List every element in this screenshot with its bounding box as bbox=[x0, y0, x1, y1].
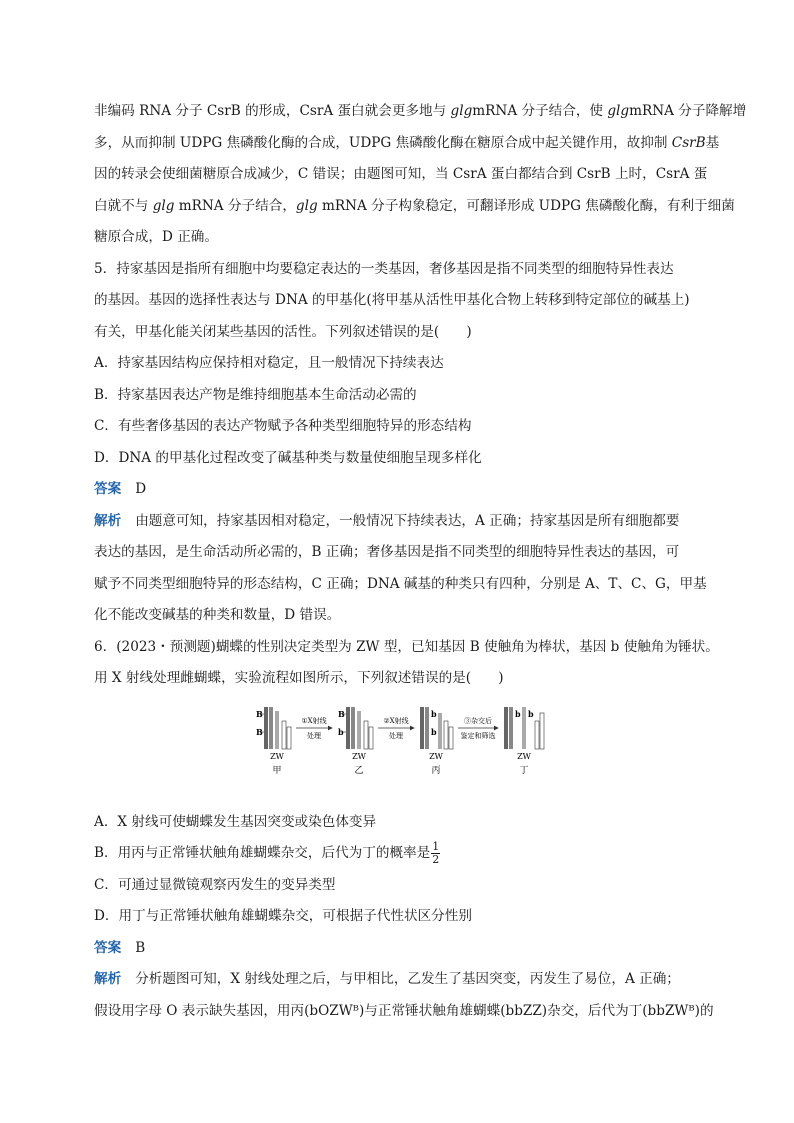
gene-label: B bbox=[256, 708, 263, 719]
zw-label: ZW bbox=[352, 751, 366, 761]
chromosome bbox=[438, 713, 442, 749]
text-line: 白就不与 glg mRNA 分子结合，glg mRNA 分子构象稳定，可翻译形成 UDPG 焦磷酸化酶，有利于细菌 bbox=[94, 197, 735, 214]
text-line: 非编码 RNA 分子 CsrB 的形成，CsrA 蛋白就会更多地与 glgmRNA 分子结合，使 glgmRNA 分子降解增 bbox=[94, 103, 747, 119]
stage-label: 甲 bbox=[272, 765, 282, 776]
question-stem: 5．持家基因是指所有细胞中均要稳定表达的一类基因，奢侈基因是指不同类型的细胞特异性表达 bbox=[94, 260, 674, 277]
stage-label: 乙 bbox=[354, 765, 364, 776]
question-stem: 有关，甲基化能关闭某些基因的活性。下列叙述错误的是( ) bbox=[94, 323, 472, 340]
chromosome-flow-diagram bbox=[256, 703, 546, 791]
text-line: 糖原合成，D 正确。 bbox=[94, 229, 218, 245]
chromosome bbox=[540, 713, 544, 749]
stage-label: 丁 bbox=[519, 765, 529, 776]
option-a: A．X 射线可使蝴蝶发生基因突变或染色体变异 bbox=[94, 813, 377, 830]
chromosome bbox=[287, 727, 291, 749]
analysis-line: 解析 由题意可知，持家基因相对稳定，一般情况下持续表达，A 正确；持家基因是所有细胞都要 bbox=[94, 512, 680, 529]
question-5 bbox=[94, 254, 707, 632]
gene-label: B bbox=[256, 726, 263, 737]
previous-analysis bbox=[94, 96, 747, 254]
chromosome bbox=[351, 707, 355, 749]
stage-ding bbox=[504, 707, 544, 776]
question-stem: 用 X 射线处理雌蝴蝶，实验流程如图所示，下列叙述错误的是( ) bbox=[94, 670, 504, 686]
analysis-line: 化不能改变碱基的种类和数量，D 错误。 bbox=[94, 607, 341, 623]
gene-label: b bbox=[528, 708, 534, 719]
gene-label: b bbox=[515, 708, 521, 719]
question-stem: 6．(2023・预测题)蝴蝶的性别决定类型为 ZW 型，已知基因 B 使触角为棒状，基因 b 使触角为锤状。 bbox=[94, 638, 719, 655]
chromosome bbox=[504, 707, 508, 749]
answer-value: D bbox=[135, 481, 147, 497]
text-line: 因的转录会使细菌糖原合成减少，C 错误；由题图可知，当 CsrA 蛋白都结合到 CsrB 上时，CsrA 蛋 bbox=[94, 166, 708, 182]
svg-text:鉴定和筛选: 鉴定和筛选 bbox=[460, 731, 496, 740]
chromosome bbox=[282, 721, 286, 749]
chromosome bbox=[509, 707, 513, 749]
chromosome bbox=[346, 707, 350, 749]
gene-label: b bbox=[431, 726, 437, 737]
stage-label: 丙 bbox=[431, 765, 441, 776]
option-c: C．可通过显微镜观察丙发生的变异类型 bbox=[94, 876, 336, 893]
chromosome bbox=[269, 707, 273, 749]
arrow-2 bbox=[378, 716, 414, 740]
question-stem: 的基因。基因的选择性表达与 DNA 的甲基化(将甲基从活性甲基化合物上转移到特定部位的碱基上) bbox=[94, 292, 690, 308]
option-a: A．持家基因结构应保持相对稳定，且一般情况下持续表达 bbox=[94, 355, 444, 371]
svg-text:③杂交后: ③杂交后 bbox=[464, 716, 492, 725]
zw-label: ZW bbox=[270, 751, 284, 761]
option-b: B．持家基因表达产物是维持细胞基本生命活动必需的 bbox=[94, 386, 417, 403]
chromosome bbox=[364, 721, 368, 749]
arrow-3 bbox=[458, 716, 498, 740]
answer-label: 答案 bbox=[94, 481, 122, 497]
gene-label: b bbox=[431, 708, 437, 719]
gene-label: b bbox=[338, 726, 344, 737]
fraction: $\frac{1}{2}$ bbox=[432, 840, 440, 866]
analysis-label: 解析 bbox=[94, 971, 122, 987]
document-body bbox=[94, 96, 747, 1027]
answer-label: 答案 bbox=[94, 939, 122, 956]
zw-label: ZW bbox=[429, 751, 443, 761]
analysis-line: 表达的基因，是生命活动所必需的，B 正确；奢侈基因是指不同类型的细胞特异性表达的基因，可 bbox=[94, 544, 680, 560]
stage-yi bbox=[338, 707, 373, 776]
analysis-label: 解析 bbox=[94, 512, 122, 529]
chromosome bbox=[264, 707, 268, 749]
answer-line bbox=[94, 474, 704, 506]
chromosome bbox=[369, 727, 373, 749]
chromosome bbox=[425, 707, 429, 749]
option-c: C．有些奢侈基因的表达产物赋予各种类型细胞特异的形态结构 bbox=[94, 418, 472, 434]
text-line: 多，从而抑制 UDPG 焦磷酸化酶的合成，UDPG 焦磷酸化酶在糖原合成中起关键作用，故抑制 CsrB基 bbox=[94, 134, 720, 151]
svg-text:处理: 处理 bbox=[389, 731, 403, 740]
option-d: D．DNA 的甲基化过程改变了碱基种类与数量使细胞呈现多样化 bbox=[94, 449, 482, 466]
chromosome bbox=[522, 707, 526, 749]
chromosome bbox=[275, 711, 279, 749]
chromosome bbox=[420, 707, 424, 749]
chromosome bbox=[449, 727, 453, 749]
svg-text:②X射线: ②X射线 bbox=[383, 716, 409, 725]
option-d: D．用丁与正常锤状触角雄蝴蝶杂交，可根据子代性状区分性别 bbox=[94, 908, 472, 924]
svg-text:处理: 处理 bbox=[307, 731, 321, 740]
answer-value: B bbox=[135, 939, 146, 956]
analysis-line: 解析 分析题图可知，X 射线处理之后，与甲相比，乙发生了基因突变，丙发生了易位，A 正确； bbox=[94, 971, 680, 987]
stage-jia bbox=[256, 707, 291, 776]
chromosome bbox=[357, 711, 361, 749]
option-b: B．用丙与正常锤状触角雄蝴蝶杂交，后代为丁的概率是 $\frac{1}{2}$ bbox=[94, 840, 440, 866]
gene-label: B bbox=[338, 708, 345, 719]
arrow-1 bbox=[296, 716, 332, 740]
chromosome bbox=[535, 721, 539, 749]
zw-label: ZW bbox=[517, 751, 531, 761]
answer-line bbox=[94, 933, 704, 965]
svg-text:①X射线: ①X射线 bbox=[301, 716, 327, 725]
analysis-line: 假设用字母 O 表示缺失基因，用丙(bOZWᴮ)与正常锤状触角雄蝴蝶(bbZZ)杂交，后代为丁(bbZWᴮ)的 bbox=[94, 1002, 714, 1019]
analysis-line: 赋予不同类型细胞特异的形态结构，C 正确；DNA 碱基的种类只有四种，分别是 A、T、C、G，甲基 bbox=[94, 575, 707, 592]
chromosome bbox=[444, 721, 448, 749]
question-6 bbox=[94, 632, 719, 1028]
stage-bing bbox=[420, 707, 453, 776]
experiment-figure bbox=[94, 695, 704, 807]
